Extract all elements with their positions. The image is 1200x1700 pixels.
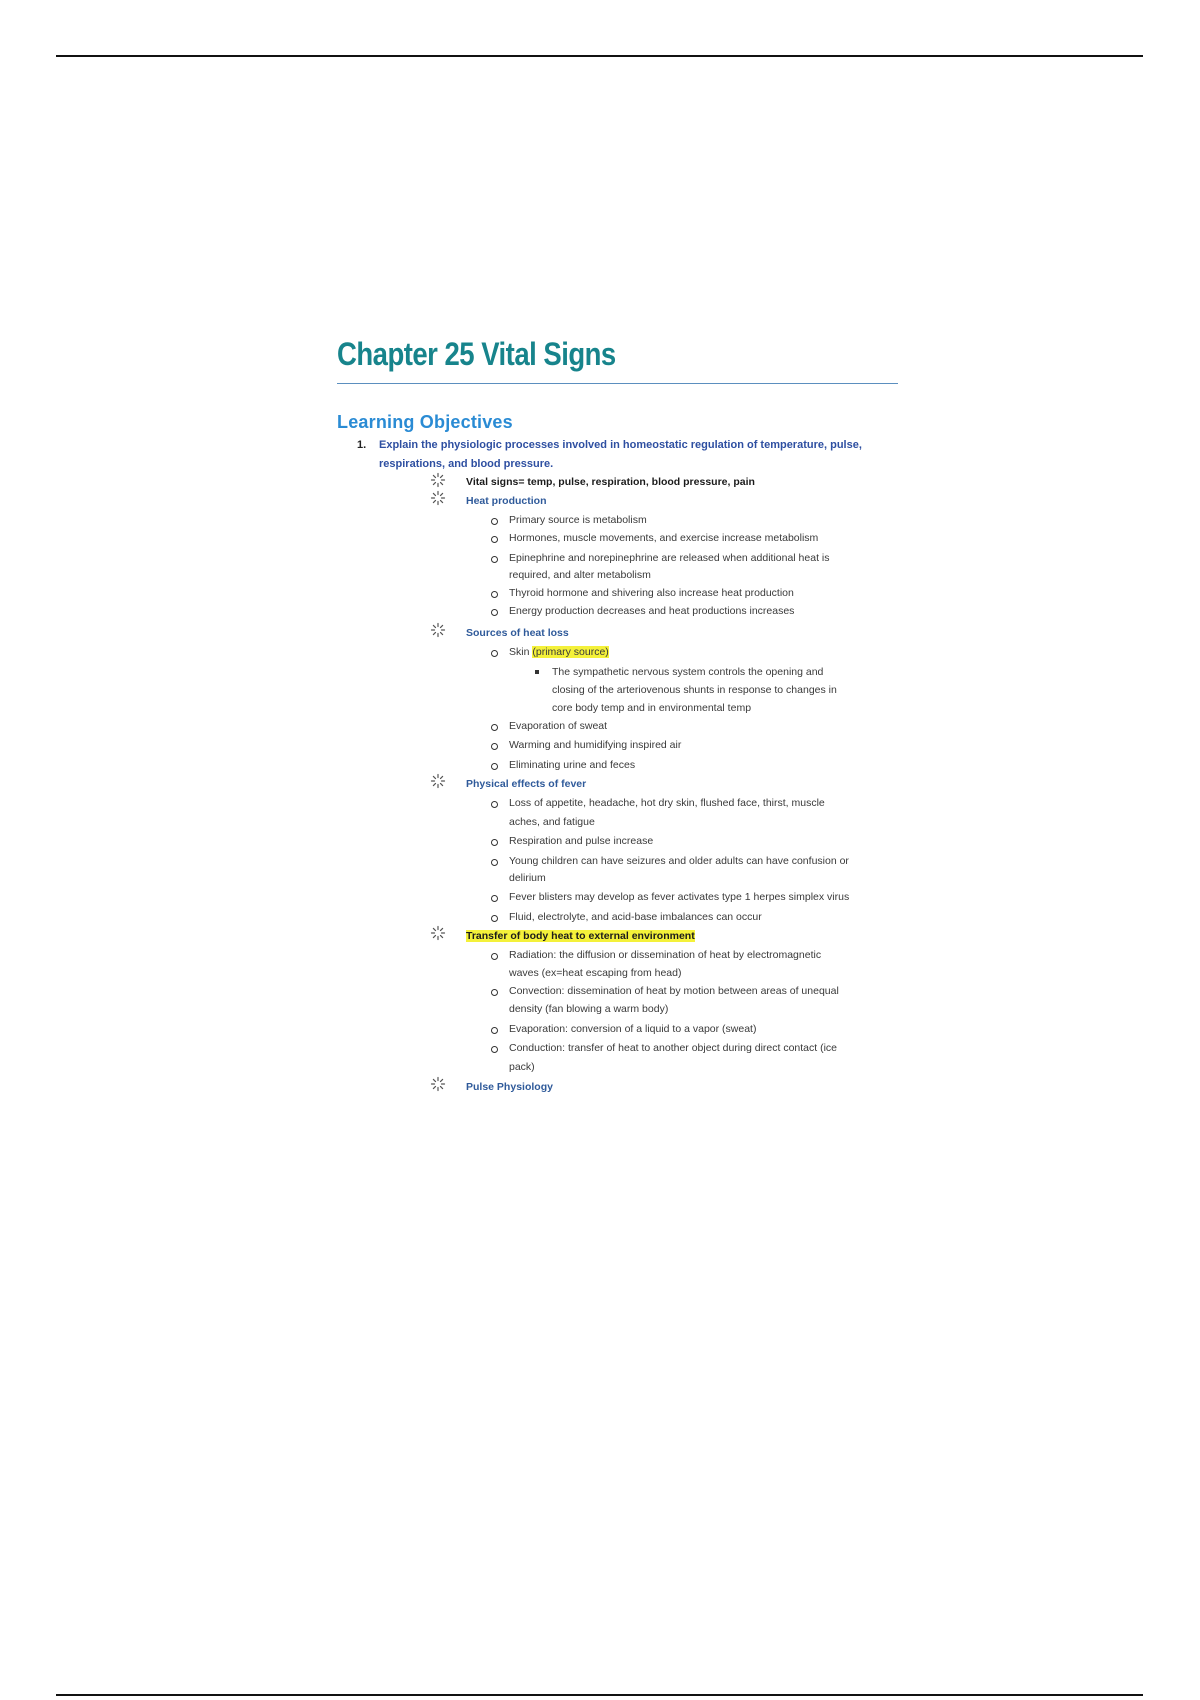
top-rule [56,55,1143,57]
heat-loss-item: Eliminating urine and feces [509,759,636,771]
heat-item: Thyroid hormone and shivering also increase heat production [509,587,794,599]
circle-bullet-icon [491,859,498,866]
circle-bullet-icon [491,1046,498,1053]
circle-bullet-icon [491,518,498,525]
heat-item: Energy production decreases and heat productions increases [509,605,795,617]
transfer-item-cont: waves (ex=heat escaping from head) [509,967,682,979]
spinner-bullet-icon [430,472,446,488]
fever-item: Respiration and pulse increase [509,835,654,847]
heat-production-heading: Heat production [466,495,547,507]
transfer-heading [466,928,695,944]
fever-item: Loss of appetite, headache, hot dry skin, flushed face, thirst, muscle [509,797,825,809]
transfer-item: Radiation: the diffusion or dissemination of heat by electromagnetic [509,949,822,961]
skin-sub-line: The sympathetic nervous system controls the opening and [552,666,824,678]
circle-bullet-icon [491,591,498,598]
chapter-title: Chapter 25 Vital Signs [337,336,616,372]
pulse-heading: Pulse Physiology [466,1081,553,1093]
heat-loss-skin [509,644,609,660]
heat-loss-item: Warming and humidifying inspired air [509,739,682,751]
heat-loss-item: Evaporation of sweat [509,720,608,732]
circle-bullet-icon [491,989,498,996]
primary-source-highlight: (primary source) [532,646,609,658]
skin-sub-line: core body temp and in environmental temp [552,702,752,714]
spinner-bullet-icon [430,490,446,506]
fever-item-cont: aches, and fatigue [509,816,595,828]
circle-bullet-icon [491,895,498,902]
heat-loss-heading: Sources of heat loss [466,627,569,639]
title-underline [337,383,898,384]
bottom-rule [56,1694,1143,1696]
square-bullet-icon [535,670,539,674]
heat-item: Hormones, muscle movements, and exercise increase metabolism [509,532,819,544]
circle-bullet-icon [491,915,498,922]
circle-bullet-icon [491,650,498,657]
heat-item: Primary source is metabolism [509,514,647,526]
fever-heading: Physical effects of fever [466,778,587,790]
fever-item-cont: delirium [509,872,546,884]
heat-item-cont: required, and alter metabolism [509,569,651,581]
circle-bullet-icon [491,743,498,750]
skin-sub-line: closing of the arteriovenous shunts in response to changes in [552,684,837,696]
spinner-bullet-icon [430,925,446,941]
document-page [337,336,897,1093]
transfer-heading-highlight: Transfer of body heat to external environment [466,930,695,942]
transfer-item: Convection: dissemination of heat by motion between areas of unequal [509,985,839,997]
fever-item: Fluid, electrolyte, and acid-base imbalances can occur [509,911,762,923]
objective-line-2: respirations, and blood pressure. [379,458,554,470]
objective-1 [357,436,877,474]
objective-number: 1. [357,439,367,451]
fever-item: Fever blisters may develop as fever activates type 1 herpes simplex virus [509,891,850,903]
circle-bullet-icon [491,839,498,846]
transfer-item-cont: pack) [509,1061,535,1073]
heat-item: Epinephrine and norepinephrine are released when additional heat is [509,552,830,564]
skin-label: Skin [509,646,530,658]
objective-line-1: Explain the physiologic processes involved in homeostatic regulation of temperature, pulse, [379,439,862,451]
circle-bullet-icon [491,556,498,563]
spinner-bullet-icon [430,622,446,638]
fever-item: Young children can have seizures and older adults can have confusion or [509,855,849,867]
spinner-bullet-icon [430,773,446,789]
spinner-bullet-icon [430,1076,446,1092]
circle-bullet-icon [491,763,498,770]
circle-bullet-icon [491,536,498,543]
circle-bullet-icon [491,801,498,808]
transfer-item: Conduction: transfer of heat to another object during direct contact (ice [509,1042,838,1054]
circle-bullet-icon [491,953,498,960]
circle-bullet-icon [491,724,498,731]
circle-bullet-icon [491,609,498,616]
section-heading: Learning Objectives [337,412,513,432]
transfer-item-cont: density (fan blowing a warm body) [509,1003,669,1015]
circle-bullet-icon [491,1027,498,1034]
vital-signs-line: Vital signs= temp, pulse, respiration, blood pressure, pain [466,476,755,488]
transfer-item: Evaporation: conversion of a liquid to a vapor (sweat) [509,1023,757,1035]
